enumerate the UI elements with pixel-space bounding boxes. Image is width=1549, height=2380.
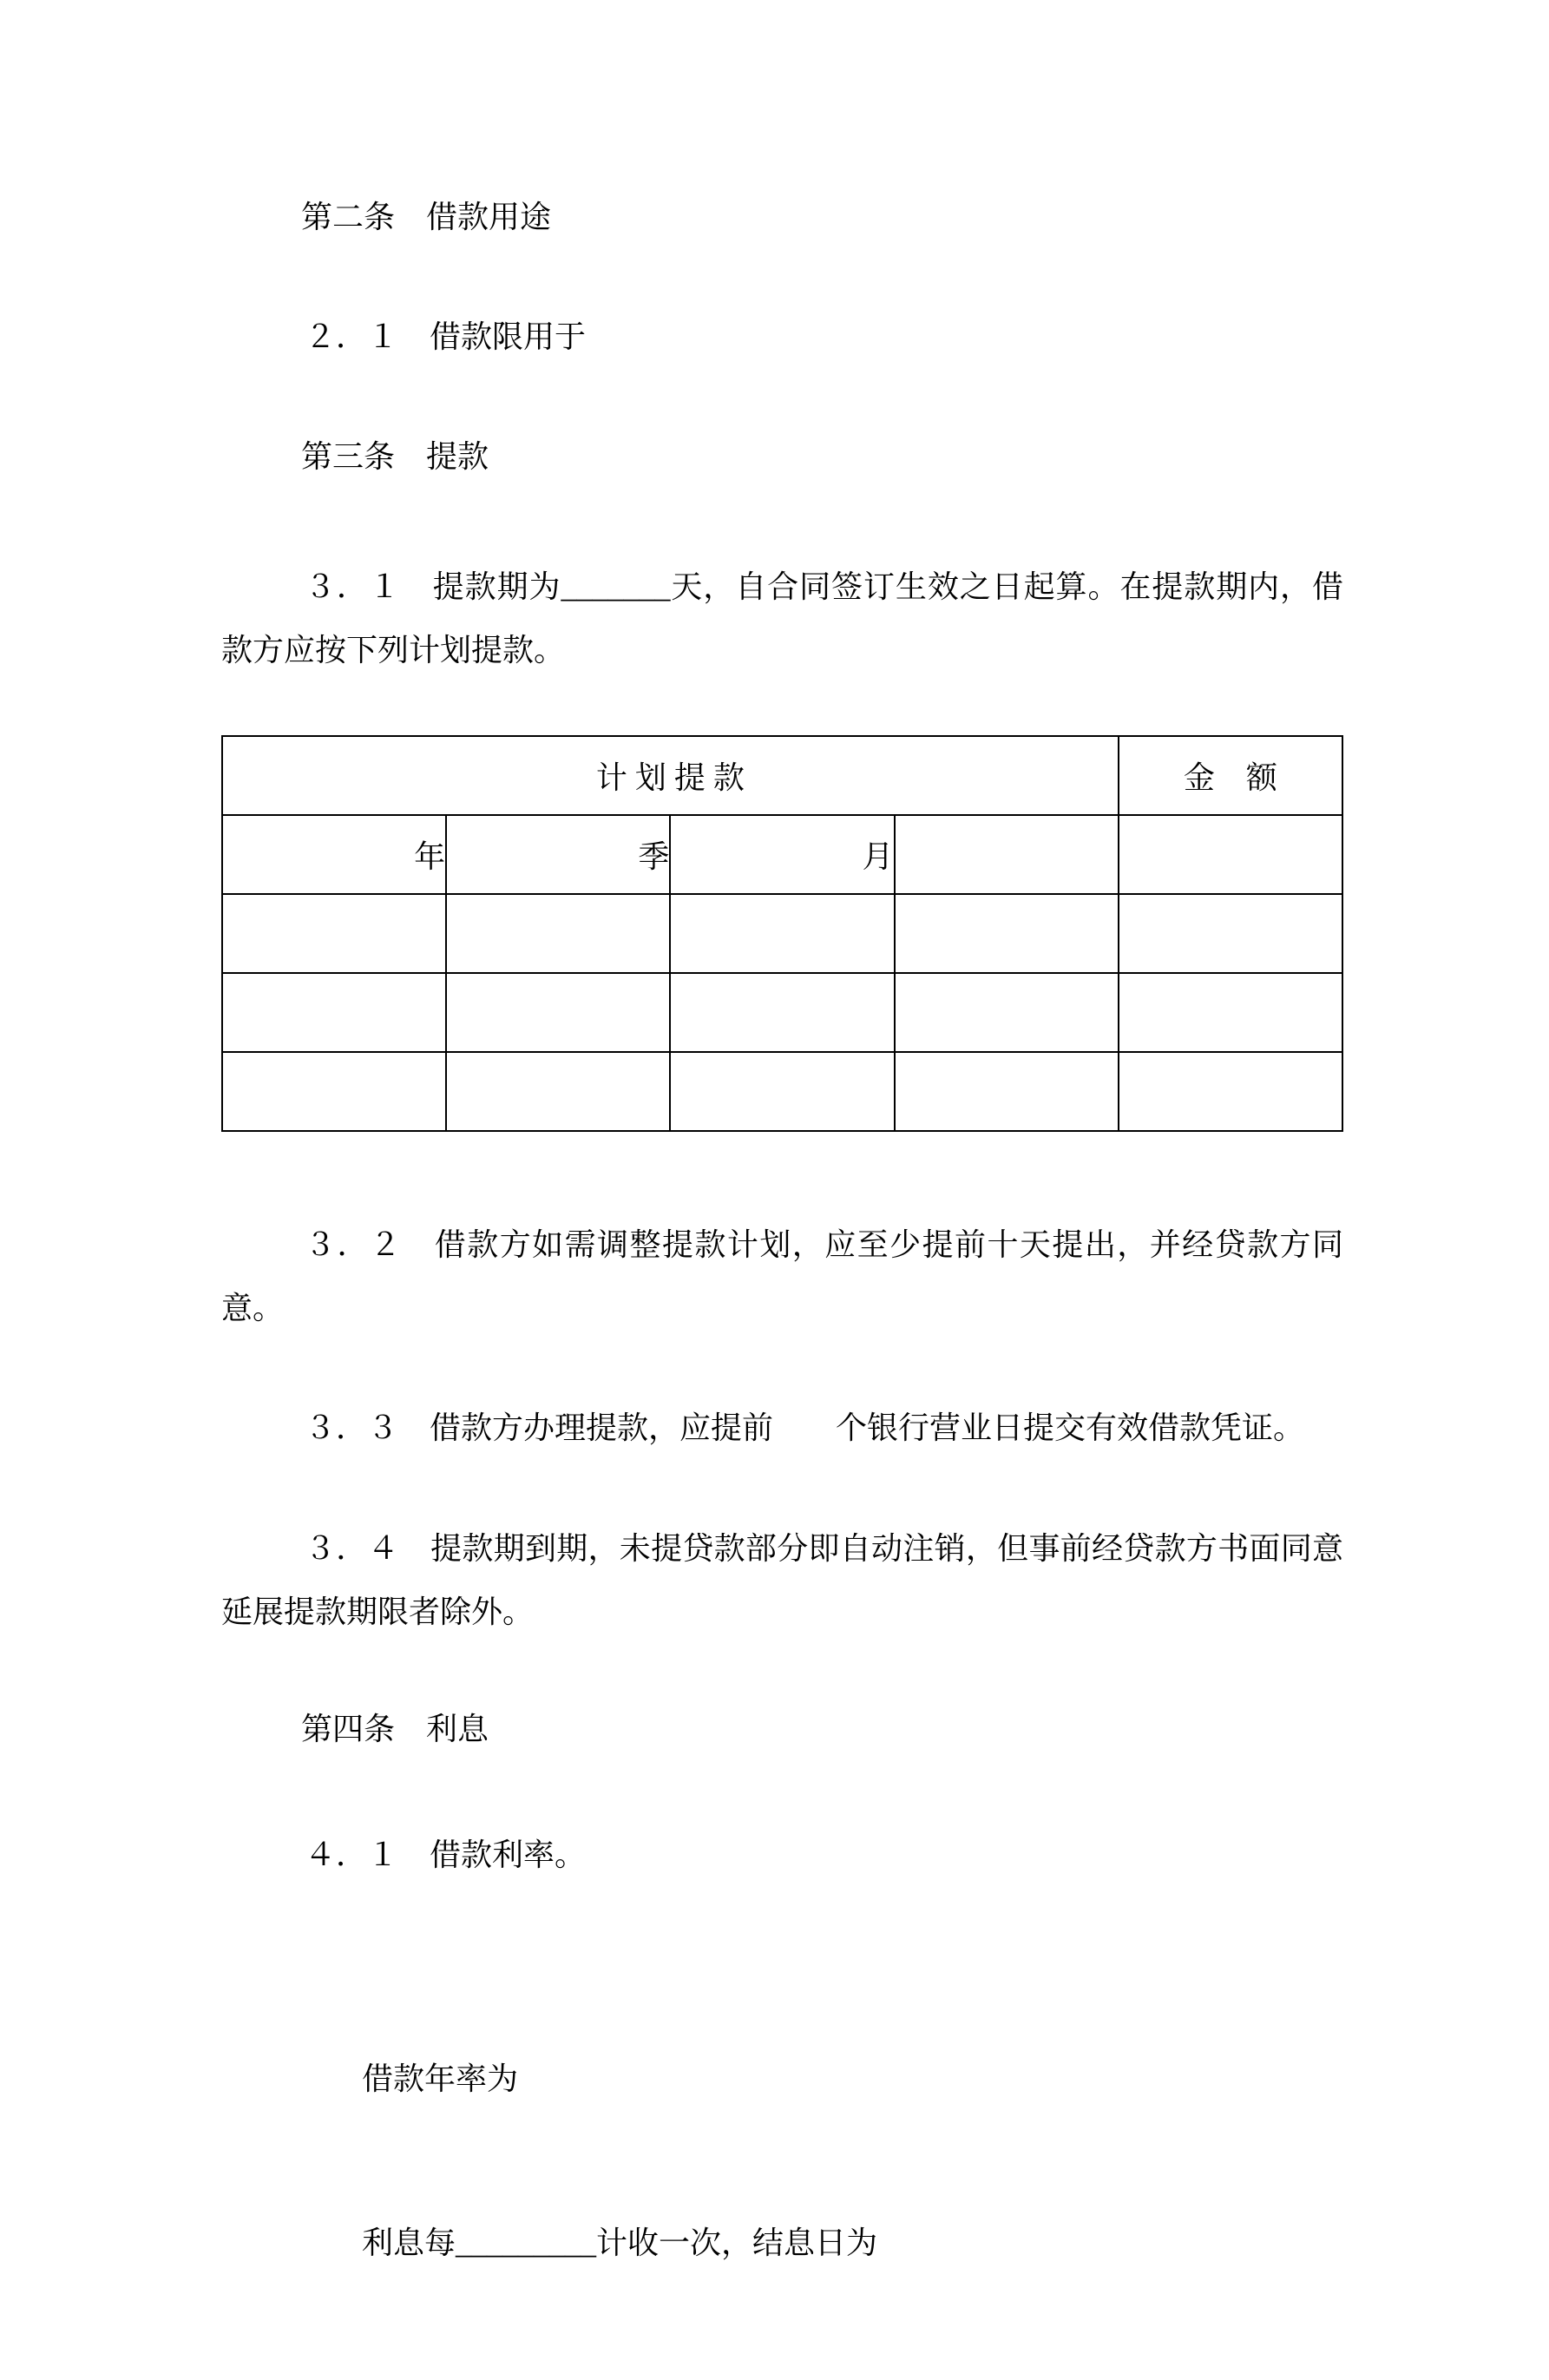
blank-column-header <box>895 815 1119 894</box>
rate-block <box>221 1943 1343 2380</box>
article-3-heading: 第三条 提款 <box>301 439 489 474</box>
table-cell <box>222 973 446 1052</box>
table-row <box>222 894 1342 973</box>
table-cell <box>446 894 670 973</box>
clause-3-3: ３．３ 借款方办理提款，应提前 个银行营业日提交有效借款凭证。 <box>305 1410 1305 1445</box>
withdrawal-plan-table <box>221 735 1343 1132</box>
interest-period-line: 利息每_________计收一次，结息日为 <box>362 2225 878 2260</box>
quarter-column-header: 季 <box>446 815 670 894</box>
blank-amount-subcell <box>1119 815 1342 894</box>
table-subheader-row <box>222 815 1342 894</box>
table-cell <box>895 894 1119 973</box>
table-cell <box>895 1052 1119 1131</box>
table-cell <box>1119 894 1342 973</box>
table-cell <box>1119 1052 1342 1131</box>
table-cell <box>222 1052 446 1131</box>
article-4-heading: 第四条 利息 <box>301 1712 489 1746</box>
amount-header-cell: 金 额 <box>1119 736 1342 815</box>
clause-2-1: ２．１ 借款限用于 <box>305 319 587 354</box>
table-cell <box>446 973 670 1052</box>
article-2-heading: 第二条 借款用途 <box>301 200 552 234</box>
plan-header-cell: 计 划 提 款 <box>222 736 1119 815</box>
table-cell <box>1119 973 1342 1052</box>
table-row <box>222 973 1342 1052</box>
month-column-header: 月 <box>670 815 894 894</box>
clause-3-2: ３．２ 借款方如需调整提款计划，应至少提前十天提出，并经贷款方同意。 <box>221 1227 1343 1325</box>
table-header-row <box>222 736 1342 815</box>
annual-rate-line: 借款年率为 <box>362 2061 519 2096</box>
table-cell <box>670 894 894 973</box>
table-row <box>222 1052 1342 1131</box>
clause-3-4: ３．４ 提款期到期，未提贷款部分即自动注销，但事前经贷款方书面同意延展提款期限者除外。 <box>221 1531 1343 1629</box>
table-cell <box>446 1052 670 1131</box>
table-cell <box>670 973 894 1052</box>
table-cell <box>895 973 1119 1052</box>
table-cell <box>222 894 446 973</box>
table-cell <box>670 1052 894 1131</box>
clause-3-1: ３．１ 提款期为_______天，自合同签订生效之日起算。在提款期内，借款方应按下列计划提款。 <box>221 569 1343 667</box>
clause-4-1: ４．１ 借款利率。 <box>305 1838 587 1872</box>
year-column-header: 年 <box>222 815 446 894</box>
